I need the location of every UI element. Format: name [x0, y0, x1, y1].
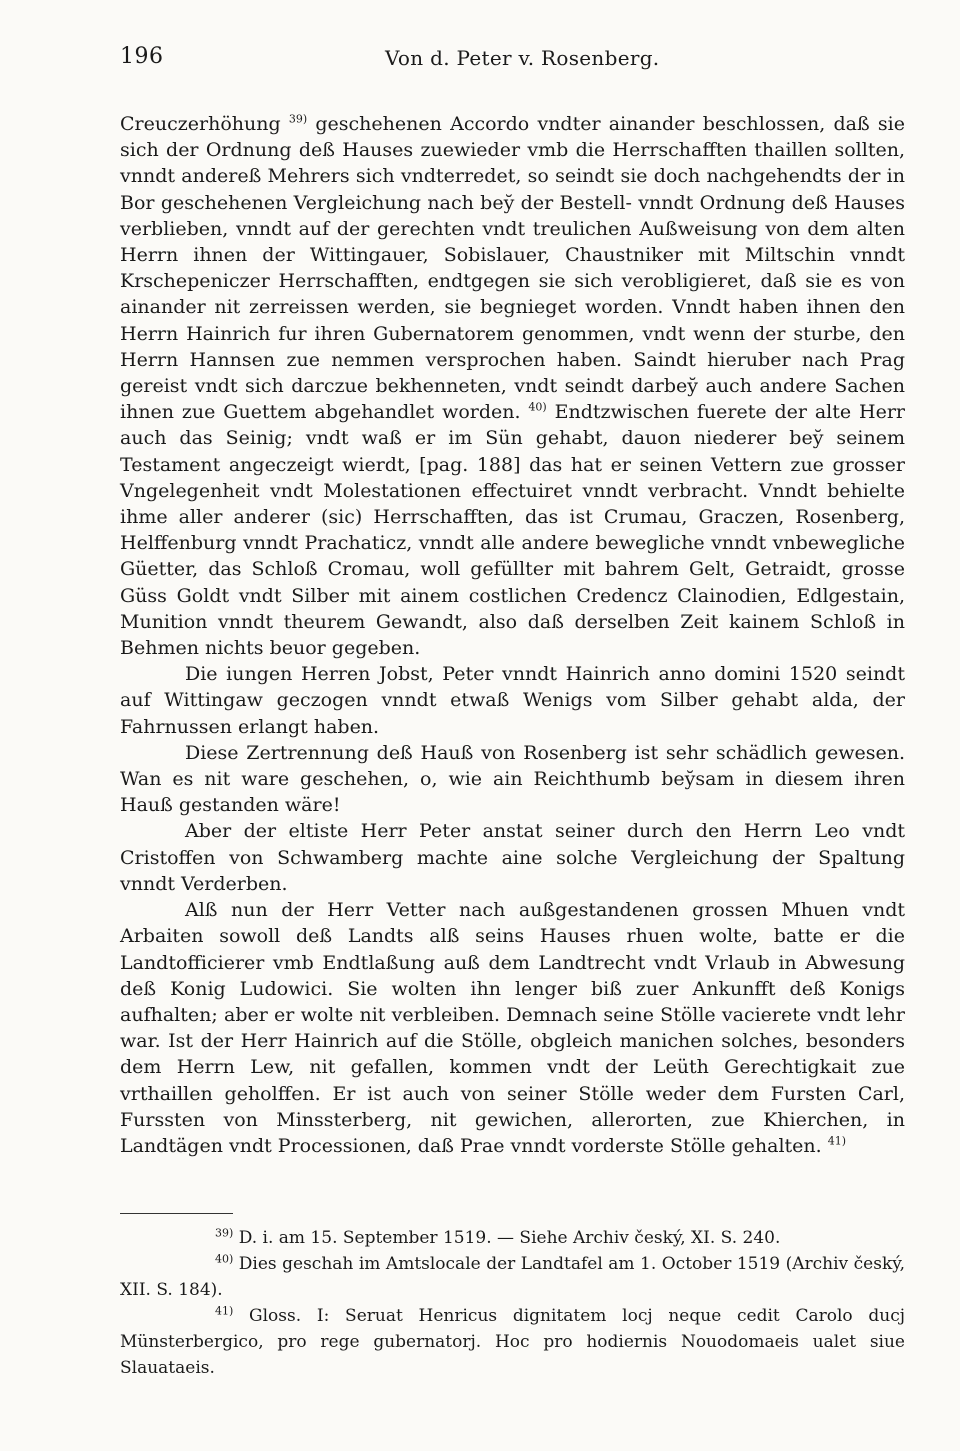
footnotes: [120, 1225, 905, 1381]
book-page: [120, 0, 905, 1451]
page-number: 196: [120, 44, 164, 69]
paragraph: [120, 661, 905, 740]
paragraph: [120, 740, 905, 819]
footnote-text: Dies geschah im Amtslocale der Landtafel am 1. October 1519 (Archiv český, XII. S. 184).: [120, 1254, 905, 1300]
paragraph-text: Aber der eltiste Herr Peter anstat seiner durch den Herrn Leo vndt Cristoffen von Schwamberg machte aine solche Vergleichung der Spaltung vnndt Verderben.: [120, 820, 905, 895]
page-header: [120, 44, 905, 78]
paragraph: [120, 111, 905, 661]
paragraph-text: Endtzwischen fuerete der alte Herr auch das Seinig; vndt waß er im Sün gehabt, dauon niederer bey̆ seinem Testament angeczeigt wierdt, [pag. 188] das hat er seinen Vettern zue grosser Vngelegenheit vndt Molestationen effectuiret vnndt verbracht. Vnndt behielte ihme aller anderer (sic) Herrschafften, das ist Crumau, Graczen, Rosenberg, Helffenburg vnndt Prachaticz, vnndt alle andere bewegliche vnndt vnbewegliche Güetter, das Schloß Cromau, woll gefüllter mit bahrem Gelt, Getraidt, grosse Güss Goldt vndt Silber mit ainem costlichen Credencz Clainodien, Edlgestain, Munition vnndt theurem Gewandt, also daß derselben Zeit kainem Schloß in Behmen nichts beuor gegeben.: [120, 401, 905, 660]
paragraph-text: Creuczerhöhung: [120, 113, 289, 135]
footnote-mark: 40): [215, 1252, 234, 1266]
footnote: [120, 1303, 905, 1381]
paragraph-text: geschehenen Accordo vndter ainander beschlossen, daß sie sich der Ordnung deß Hauses zuewieder vmb die Herrschafften thaillen sollten, vnndt andereß Mehrers sich vndterredet, so seindt sie doch nachgehendts der in Bor geschehenen Vergleichung nach bey̆ der Bestell- vnndt Ordnung deß Hauses verblieben, vnndt auf der gerechten vndt treulichen Außweisung von dem alten Herrn ihnen der Wittingauer, Sobislauer, Chaustniker mit Miltschin vnndt Krschepeniczer Herrschafften, endtgegen sie sich verobligieret, daß sie es von ainander nit zerreissen werden, sie begnieget worden. Vnndt haben ihnen den Herrn Hainrich fur ihren Gubernatorem genommen, vndt wenn der sturbe, den Herrn Hannsen zue nemmen versprochen haben. Saindt hieruber nach Prag gereist vndt sich darczue bekhenneten, vndt seindt darbey̆ auch andere Sachen ihnen zue Guettem abgehandlet worden.: [120, 113, 905, 424]
footnote-mark: 39): [215, 1226, 234, 1240]
footnote-ref: 39): [288, 112, 308, 126]
footnote-text: D. i. am 15. September 1519. — Siehe Archiv český, XI. S. 240.: [233, 1228, 781, 1248]
footnote: [120, 1251, 905, 1303]
paragraph: [120, 897, 905, 1159]
paragraph-text: Die iungen Herren Jobst, Peter vnndt Hainrich anno domini 1520 seindt auf Wittingaw geczogen vnndt etwaß Wenigs vom Silber gehabt alda, der Fahrnussen erlangt haben.: [120, 663, 905, 738]
footnote-ref: 40): [528, 400, 547, 414]
footnote-mark: 41): [215, 1304, 234, 1318]
paragraph-text: Alß nun der Herr Vetter nach außgestandenen grossen Mhuen vndt Arbaiten sowoll deß Landts alß seins Hauses rhuen wolte, batte er die Landtofficierer vmb Endtlaßung auß dem Landtrecht vndt Vrlaub in Abwesung deß Konig Ludowici. Sie wolten ihn lenger biß zuer Ankunfft deß Konigs aufhalten; aber er wolte nit verbleiben. Demnach seine Stölle vacierete vndt lehr war. Ist der Herr Hainrich auf die Stölle, obgleich manichen solches, besonders dem Herrn Lew, nit gefallen, kommen vndt der Leüth Gerechtigkait zue vrthaillen geholffen. Er ist auch von seiner Stölle weder dem Fursten Carl, Furssten von Minssterberg, nit gewichen, allerorten, zue Khierchen, in Landtägen vndt Processionen, daß Prae vnndt vorderste Stölle gehalten.: [120, 899, 905, 1157]
footnote: [120, 1225, 905, 1251]
footnote-ref: 41): [827, 1134, 847, 1148]
paragraph-text: Diese Zertrennung deß Hauß von Rosenberg ist sehr schädlich gewesen. Wan es nit ware geschehen, o, wie ain Reichthumb bey̆sam in diesem ihren Hauß gestanden wäre!: [120, 741, 905, 817]
paragraph: [120, 818, 905, 897]
running-title: Von d. Peter v. Rosenberg.: [385, 46, 660, 70]
footnote-text: Gloss. I: Seruat Henricus dignitatem locj neque cedit Carolo ducj Münsterbergico, pro rege gubernatorj. Hoc pro hodiernis Nouodomaeis ualet siue Slauataeis.: [120, 1306, 905, 1378]
footnote-divider: [120, 1213, 233, 1214]
body-text: [120, 111, 905, 1159]
